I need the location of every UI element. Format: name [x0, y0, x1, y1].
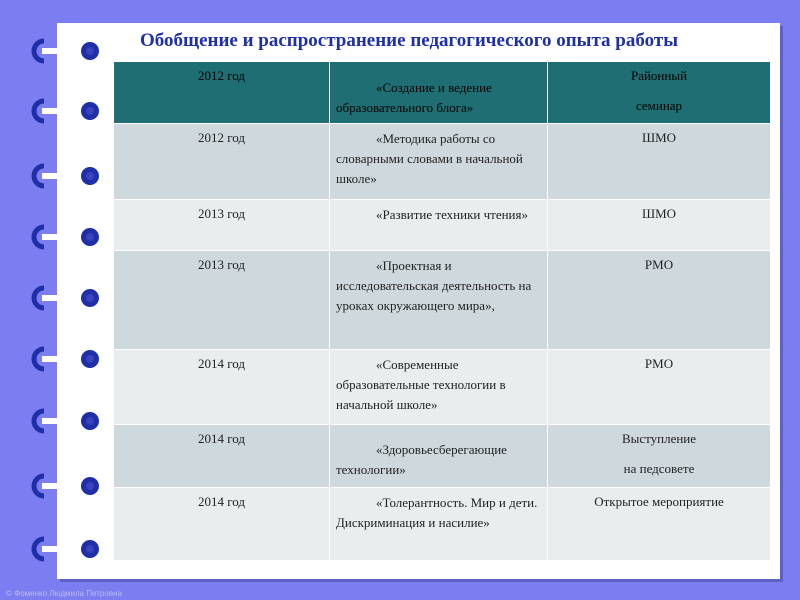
spiral-ring-icon	[30, 346, 102, 372]
venue-line: ШМО	[641, 206, 677, 221]
venue-line: на педсовете	[623, 461, 695, 476]
year-cell: 2013 год	[114, 200, 330, 251]
venue-cell	[548, 425, 771, 488]
topic-cell: «Толерантность. Мир и дети. Дискриминация и насилие»	[330, 488, 548, 561]
topic-cell: «Создание и ведение образовательного блога»	[330, 62, 548, 124]
topic-cell: «Здоровьесберегающие технологии»	[330, 425, 548, 488]
venue-cell	[548, 62, 771, 124]
venue-cell	[548, 488, 771, 561]
table-row	[114, 488, 771, 561]
venue-line: ШМО	[641, 130, 677, 145]
venue-line: Открытое мероприятие	[594, 494, 724, 509]
spiral-ring-icon	[30, 536, 102, 562]
venue-line: РМО	[644, 356, 674, 371]
year-cell: 2014 год	[114, 425, 330, 488]
spiral-ring-icon	[30, 38, 102, 64]
topic-cell: «Проектная и исследовательская деятельность на уроках окружающего мира»,	[330, 251, 548, 350]
venue-cell	[548, 200, 771, 251]
topic-cell: «Методика работы со словарными словами в начальной школе»	[330, 124, 548, 200]
table-row	[114, 350, 771, 425]
page-title: Обобщение и распространение педагогического опыта работы	[140, 30, 679, 51]
spiral-ring-icon	[30, 285, 102, 311]
venue-line: РМО	[644, 257, 674, 272]
year-cell: 2014 год	[114, 350, 330, 425]
table-row	[114, 124, 771, 200]
spiral-ring-icon	[30, 408, 102, 434]
year-cell: 2014 год	[114, 488, 330, 561]
spiral-ring-icon	[30, 98, 102, 124]
footer-credit: © Фоменко Людмила Петровна	[6, 589, 122, 598]
venue-line: Выступление	[621, 431, 697, 446]
table-row	[114, 62, 771, 124]
venue-cell	[548, 124, 771, 200]
venue-line: семинар	[635, 98, 683, 113]
experience-table	[113, 61, 771, 561]
spiral-ring-icon	[30, 163, 102, 189]
year-cell: 2013 год	[114, 251, 330, 350]
topic-cell: «Развитие техники чтения»	[330, 200, 548, 251]
spiral-ring-icon	[30, 224, 102, 250]
table-row	[114, 425, 771, 488]
venue-cell	[548, 251, 771, 350]
topic-cell: «Современные образовательные технологии в начальной школе»	[330, 350, 548, 425]
venue-cell	[548, 350, 771, 425]
table-row	[114, 251, 771, 350]
spiral-ring-icon	[30, 473, 102, 499]
table-row	[114, 200, 771, 251]
venue-line: Районный	[630, 68, 688, 83]
year-cell: 2012 год	[114, 62, 330, 124]
year-cell: 2012 год	[114, 124, 330, 200]
